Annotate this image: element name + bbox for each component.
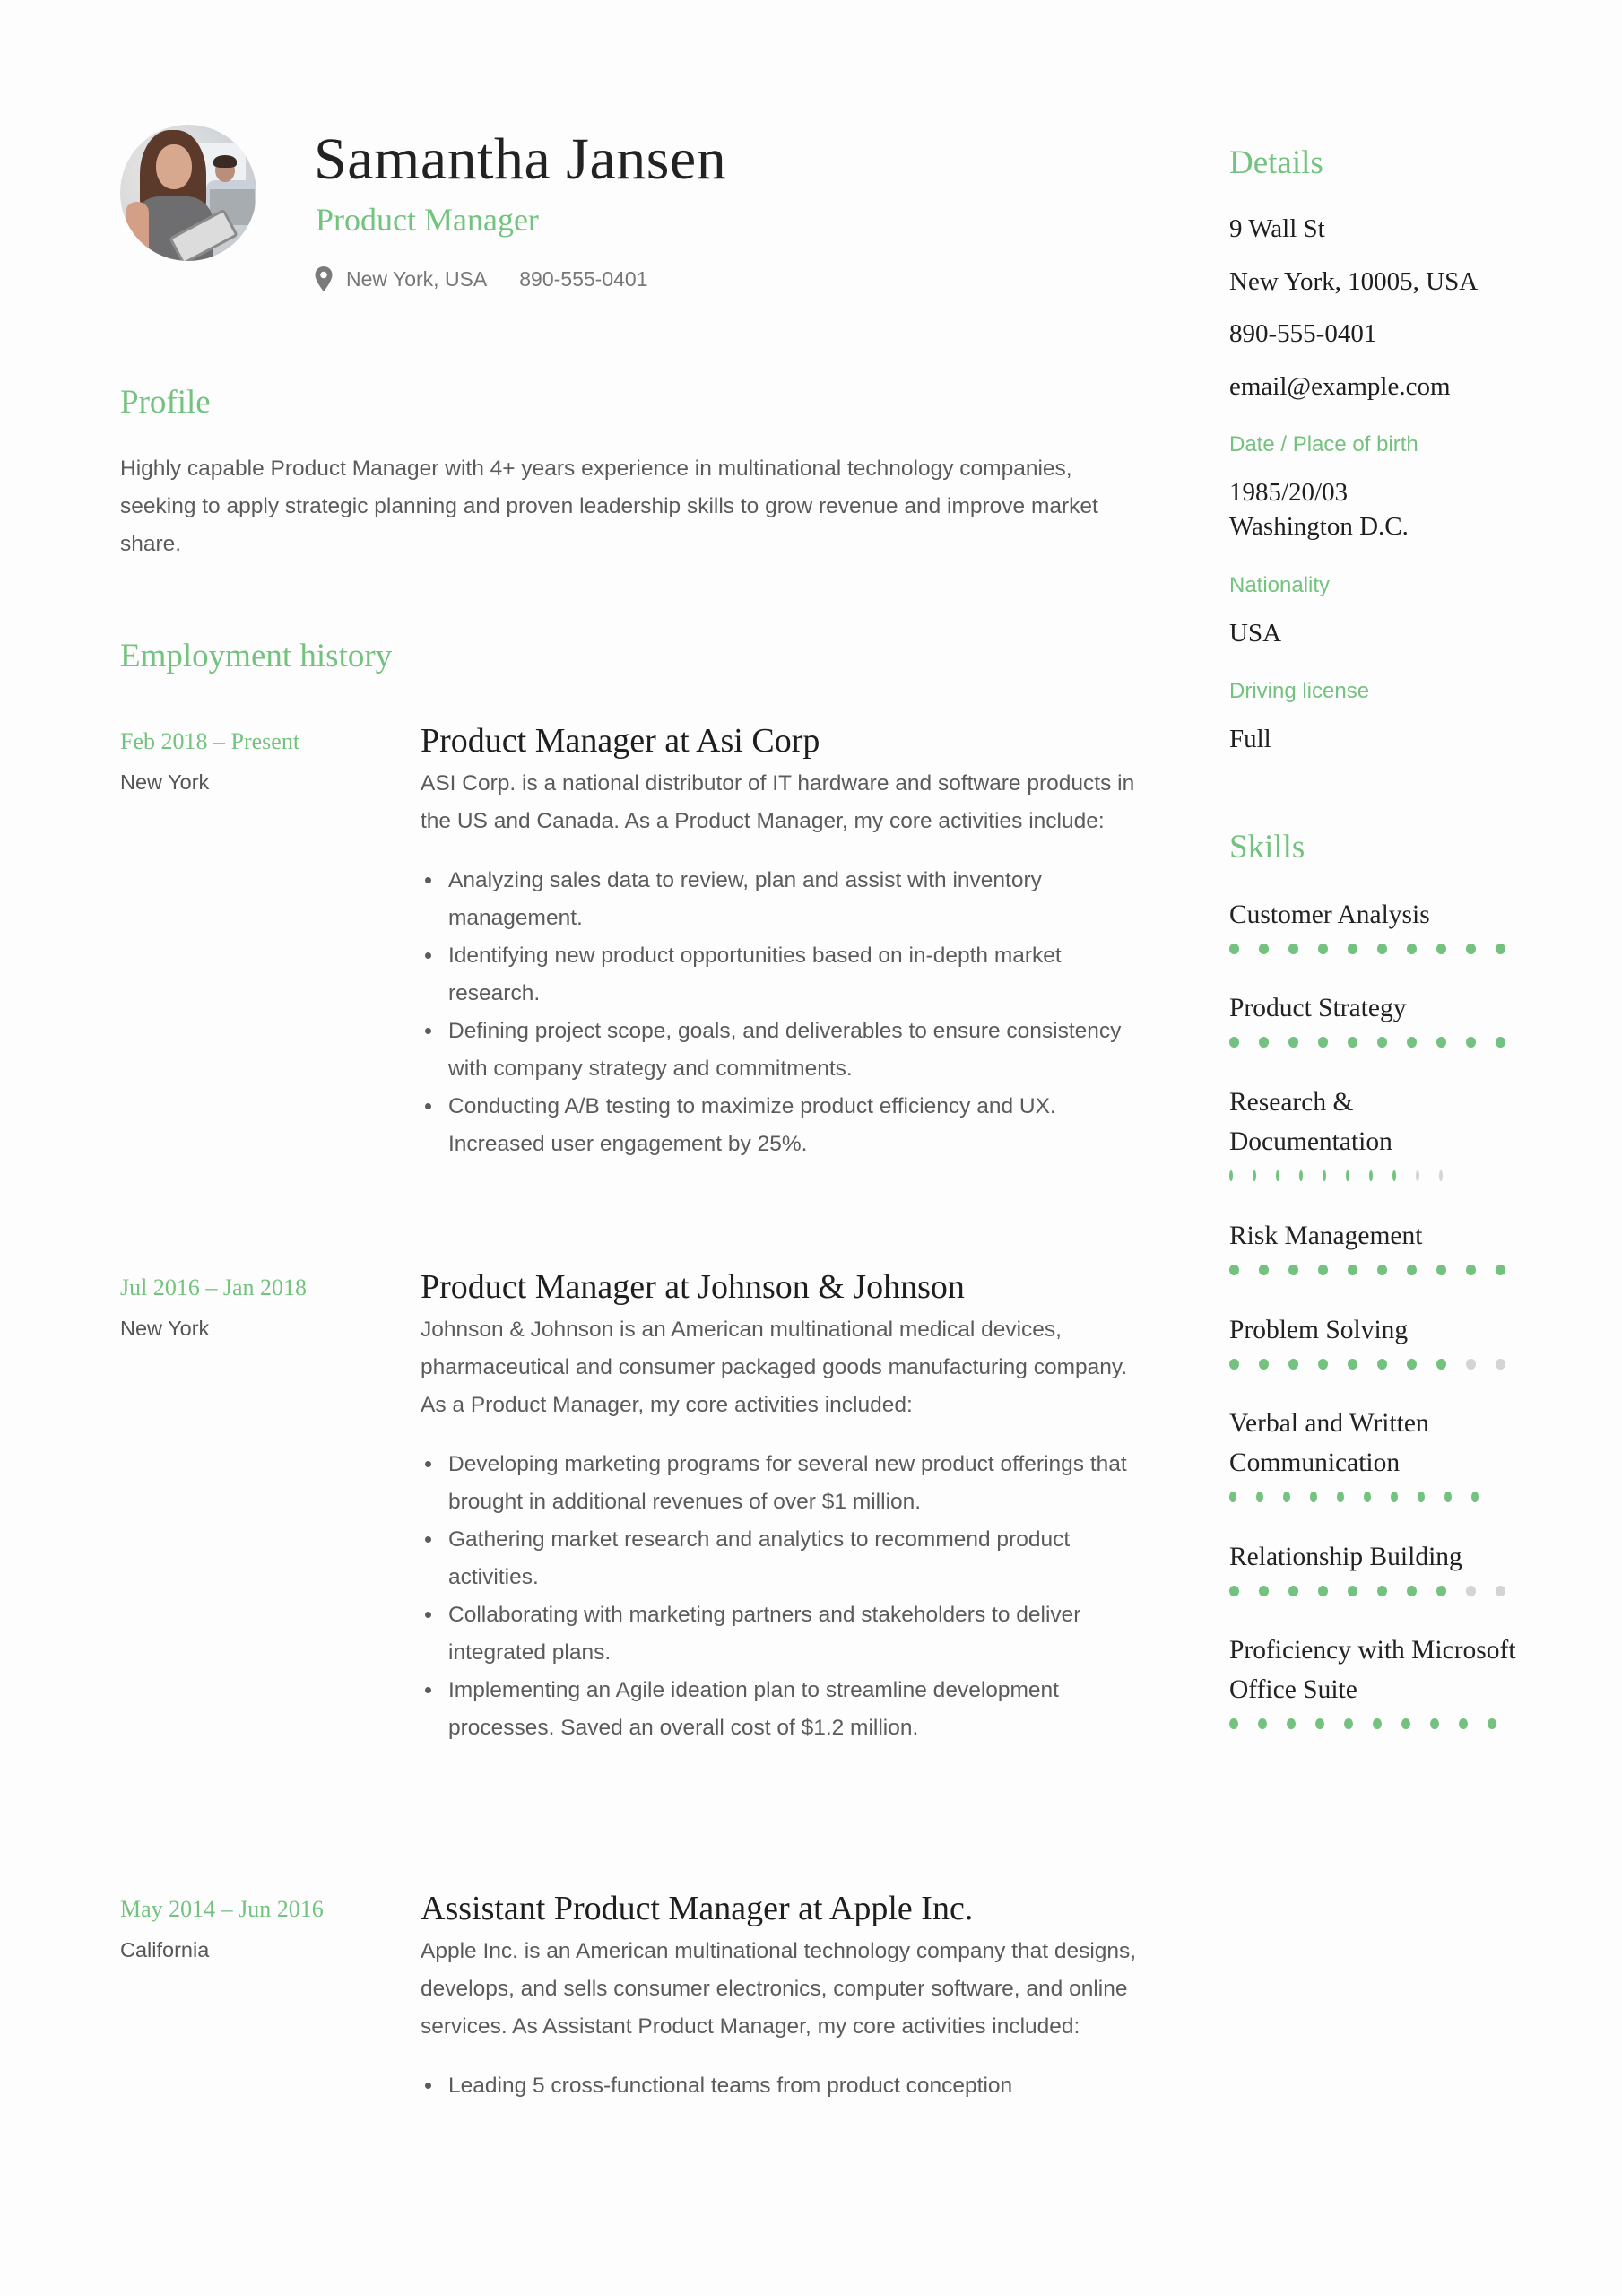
job-description — [421, 1933, 1147, 2105]
skill-dot-filled-icon — [1318, 1359, 1328, 1370]
skill-dot-filled-icon — [1377, 944, 1387, 954]
job-dates: Jul 2016 – Jan 2018 — [120, 1274, 307, 1300]
skill-dot-filled-icon — [1229, 1265, 1239, 1275]
skill-item — [1229, 988, 1525, 1048]
skill-dot-filled-icon — [1466, 944, 1476, 954]
avatar-arm — [126, 202, 149, 261]
skill-dot-filled-icon — [1318, 1586, 1328, 1596]
avatar-background-person-hair — [213, 155, 237, 168]
skill-dot-filled-icon — [1348, 1359, 1357, 1370]
job-bullet-text: Implementing an Agile ideation plan to streamline development processes. Saved an overall cost of $1.2 million. — [448, 1678, 1059, 1740]
job-bullet-text: Leading 5 cross-functional teams from product conception — [448, 2074, 1013, 2098]
skill-dot-filled-icon — [1466, 1037, 1476, 1048]
skill-dot-filled-icon — [1229, 1718, 1238, 1729]
job-bullet-text: Analyzing sales data to review, plan and assist with inventory management. — [448, 868, 1042, 930]
skill-dot-filled-icon — [1459, 1718, 1468, 1729]
skill-level-dots — [1229, 1170, 1462, 1181]
skill-dot-empty-icon — [1416, 1170, 1419, 1181]
skill-dot-filled-icon — [1391, 1492, 1398, 1502]
skill-dot-filled-icon — [1377, 1037, 1387, 1048]
skill-dot-filled-icon — [1276, 1170, 1279, 1181]
skill-item — [1229, 1404, 1498, 1502]
candidate-name: Samantha Jansen — [314, 126, 727, 192]
skill-item — [1229, 1310, 1525, 1370]
skill-dot-filled-icon — [1496, 1265, 1505, 1275]
skill-dot-filled-icon — [1229, 1359, 1239, 1370]
details-birth-label: Date / Place of birth — [1229, 432, 1418, 457]
skill-item — [1229, 1631, 1516, 1729]
skill-name: Problem Solving — [1229, 1316, 1409, 1344]
skill-dot-filled-icon — [1288, 1586, 1298, 1596]
bullet-icon — [425, 1028, 431, 1034]
skill-level-dots — [1229, 1586, 1525, 1596]
job-description — [421, 1311, 1147, 1747]
job-bullet — [421, 937, 1147, 1013]
bullet-icon — [425, 952, 431, 959]
skill-dot-filled-icon — [1436, 1359, 1446, 1370]
skill-dot-filled-icon — [1430, 1718, 1439, 1729]
skill-dot-empty-icon — [1466, 1359, 1476, 1370]
employment-heading: Employment history — [120, 638, 393, 674]
skill-level-dots — [1229, 1359, 1525, 1370]
profile-heading: Profile — [120, 384, 211, 421]
details-license: Full — [1229, 725, 1271, 753]
skill-dot-filled-icon — [1259, 1037, 1269, 1048]
skill-dot-filled-icon — [1229, 944, 1239, 954]
skill-dot-filled-icon — [1407, 1265, 1417, 1275]
skill-dot-filled-icon — [1407, 1586, 1417, 1596]
skill-name: Relationship Building — [1229, 1543, 1462, 1571]
skill-dot-filled-icon — [1259, 1265, 1269, 1275]
bullet-icon — [425, 1461, 431, 1467]
skill-dot-filled-icon — [1229, 1170, 1233, 1181]
skill-dot-filled-icon — [1318, 1037, 1328, 1048]
header-contact-line — [314, 264, 647, 294]
header-location: New York, USA — [346, 266, 488, 291]
details-license-label: Driving license — [1229, 679, 1370, 703]
skill-level-dots — [1229, 944, 1525, 954]
skill-dot-filled-icon — [1348, 1037, 1357, 1048]
job-dates: Feb 2018 – Present — [120, 728, 300, 754]
skill-dot-filled-icon — [1256, 1492, 1263, 1502]
skill-dot-filled-icon — [1258, 1718, 1267, 1729]
job-description — [421, 765, 1147, 1163]
skill-dot-filled-icon — [1369, 1170, 1373, 1181]
skill-dot-filled-icon — [1318, 944, 1328, 954]
job-bullet-text: Identifying new product opportunities based on in-depth market research. — [448, 944, 1062, 1005]
details-address-line2: New York, 10005, USA — [1229, 267, 1479, 296]
skill-dot-empty-icon — [1439, 1170, 1443, 1181]
job-bullet-list — [421, 1446, 1147, 1747]
skill-dot-filled-icon — [1283, 1492, 1290, 1502]
job-bullet — [421, 2067, 1147, 2105]
skill-dot-filled-icon — [1364, 1492, 1371, 1502]
job-bullet-list — [421, 2067, 1147, 2105]
details-birth-place: Washington D.C. — [1229, 512, 1409, 541]
bullet-icon — [425, 1536, 431, 1543]
skill-dot-filled-icon — [1310, 1492, 1317, 1502]
details-heading: Details — [1229, 144, 1323, 181]
job-summary: Johnson & Johnson is an American multinational medical devices, pharmaceutical and consumer packaged goods manufacturing company. As a Product Manager, my core activities included: — [421, 1318, 1128, 1417]
skill-dot-filled-icon — [1323, 1170, 1326, 1181]
skill-dot-filled-icon — [1377, 1265, 1387, 1275]
skill-name: Product Strategy — [1229, 994, 1407, 1022]
skill-dot-filled-icon — [1229, 1037, 1239, 1048]
job-title: Assistant Product Manager at Apple Inc. — [421, 1890, 974, 1927]
skill-dot-filled-icon — [1496, 944, 1505, 954]
details-address-line1: 9 Wall St — [1229, 214, 1325, 243]
skill-dot-filled-icon — [1407, 944, 1417, 954]
skill-dot-filled-icon — [1488, 1718, 1496, 1729]
skill-name: Risk Management — [1229, 1222, 1423, 1250]
skill-dot-filled-icon — [1344, 1718, 1353, 1729]
skill-dot-empty-icon — [1496, 1586, 1505, 1596]
skill-dot-filled-icon — [1496, 1037, 1505, 1048]
details-phone: 890-555-0401 — [1229, 319, 1377, 348]
skill-dot-filled-icon — [1436, 1265, 1446, 1275]
job-bullet — [421, 862, 1147, 937]
skill-dot-filled-icon — [1377, 1586, 1387, 1596]
bullet-icon — [425, 2083, 431, 2089]
skill-item — [1229, 895, 1525, 954]
skill-level-dots — [1229, 1718, 1516, 1729]
skill-dot-filled-icon — [1348, 1586, 1357, 1596]
job-title: Product Manager at Johnson & Johnson — [421, 1268, 965, 1306]
skill-dot-filled-icon — [1407, 1359, 1417, 1370]
skill-item — [1229, 1083, 1462, 1181]
skill-dot-filled-icon — [1401, 1718, 1410, 1729]
job-summary: ASI Corp. is a national distributor of IT hardware and software products in the US and Canada. As a Product Manager, my core activities include: — [421, 771, 1135, 833]
job-bullet — [421, 1521, 1147, 1596]
job-dates: May 2014 – Jun 2016 — [120, 1896, 324, 1922]
skill-dot-filled-icon — [1315, 1718, 1324, 1729]
skill-item — [1229, 1537, 1525, 1596]
map-pin-icon — [314, 265, 334, 292]
skill-dot-filled-icon — [1436, 1037, 1446, 1048]
skill-name: Customer Analysis — [1229, 900, 1430, 929]
skill-dot-filled-icon — [1259, 944, 1269, 954]
job-bullet-text: Gathering market research and analytics to recommend product activities. — [448, 1527, 1071, 1589]
job-bullet-text: Collaborating with marketing partners and stakeholders to deliver integrated plans. — [448, 1603, 1081, 1665]
avatar — [120, 125, 256, 261]
job-title: Product Manager at Asi Corp — [421, 722, 820, 760]
details-nationality-label: Nationality — [1229, 573, 1331, 597]
skill-dot-filled-icon — [1444, 1492, 1452, 1502]
skill-name: Verbal and Written Communication — [1229, 1409, 1429, 1477]
skill-dot-filled-icon — [1466, 1265, 1476, 1275]
skill-dot-filled-icon — [1229, 1586, 1239, 1596]
skill-dot-filled-icon — [1259, 1359, 1269, 1370]
skill-dot-filled-icon — [1436, 1586, 1446, 1596]
skill-dot-filled-icon — [1288, 1037, 1298, 1048]
skill-name: Research & Documentation — [1229, 1088, 1392, 1156]
skill-level-dots — [1229, 1265, 1525, 1275]
skill-dot-filled-icon — [1407, 1037, 1417, 1048]
skill-dot-filled-icon — [1373, 1718, 1382, 1729]
job-bullet-text: Defining project scope, goals, and deliverables to ensure consistency with company strategy and commitments. — [448, 1019, 1122, 1081]
skill-dot-filled-icon — [1471, 1492, 1479, 1502]
job-bullet — [421, 1013, 1147, 1088]
profile-text: Highly capable Product Manager with 4+ years experience in multinational technology companies, seeking to apply strategic planning and proven leadership skills to grow revenue and improve market share. — [120, 457, 1098, 556]
skills-heading: Skills — [1229, 829, 1305, 865]
job-bullet-text: Conducting A/B testing to maximize product efficiency and UX. Increased user engagement by 25%. — [448, 1094, 1056, 1156]
job-bullet — [421, 1596, 1147, 1672]
job-bullet-list — [421, 862, 1147, 1163]
details-email[interactable]: email@example.com — [1229, 372, 1451, 401]
skill-dot-filled-icon — [1348, 1265, 1357, 1275]
skill-level-dots — [1229, 1492, 1498, 1502]
skill-dot-filled-icon — [1259, 1586, 1269, 1596]
candidate-job-title: Product Manager — [316, 202, 539, 238]
header-phone: 890-555-0401 — [519, 266, 648, 291]
skill-dot-filled-icon — [1418, 1492, 1425, 1502]
details-birth-date: 1985/20/03 — [1229, 478, 1349, 507]
job-bullet — [421, 1088, 1147, 1163]
skill-dot-filled-icon — [1299, 1170, 1303, 1181]
skill-dot-filled-icon — [1377, 1359, 1387, 1370]
skill-dot-filled-icon — [1287, 1718, 1296, 1729]
skill-dot-filled-icon — [1348, 944, 1357, 954]
job-bullet — [421, 1446, 1147, 1521]
skill-dot-filled-icon — [1392, 1170, 1396, 1181]
skill-item — [1229, 1216, 1525, 1275]
skill-dot-filled-icon — [1436, 944, 1446, 954]
job-location: New York — [120, 770, 210, 794]
skill-dot-empty-icon — [1496, 1359, 1505, 1370]
details-nationality: USA — [1229, 619, 1282, 648]
bullet-icon — [425, 877, 431, 883]
skill-dot-filled-icon — [1346, 1170, 1349, 1181]
job-bullet — [421, 1672, 1147, 1747]
bullet-icon — [425, 1687, 431, 1693]
skill-dot-filled-icon — [1288, 1265, 1298, 1275]
job-bullet-text: Developing marketing programs for several new product offerings that brought in additional revenues of over $1 million. — [448, 1452, 1127, 1514]
bullet-icon — [425, 1612, 431, 1618]
skill-dot-filled-icon — [1337, 1492, 1344, 1502]
skill-dot-filled-icon — [1288, 944, 1298, 954]
job-location: California — [120, 1938, 210, 1961]
skill-dot-empty-icon — [1466, 1586, 1476, 1596]
avatar-face — [156, 144, 192, 189]
skill-level-dots — [1229, 1037, 1525, 1048]
skill-dot-filled-icon — [1253, 1170, 1256, 1181]
job-summary: Apple Inc. is an American multinational technology company that designs, develops, and sells consumer electronics, computer software, and online services. As Assistant Product Manager, my core activities included: — [421, 1939, 1137, 2039]
skill-dot-filled-icon — [1318, 1265, 1328, 1275]
skill-dot-filled-icon — [1288, 1359, 1298, 1370]
job-location: New York — [120, 1317, 210, 1340]
skill-dot-filled-icon — [1229, 1492, 1236, 1502]
bullet-icon — [425, 1103, 431, 1109]
skill-name: Proficiency with Microsoft Office Suite — [1229, 1636, 1516, 1704]
